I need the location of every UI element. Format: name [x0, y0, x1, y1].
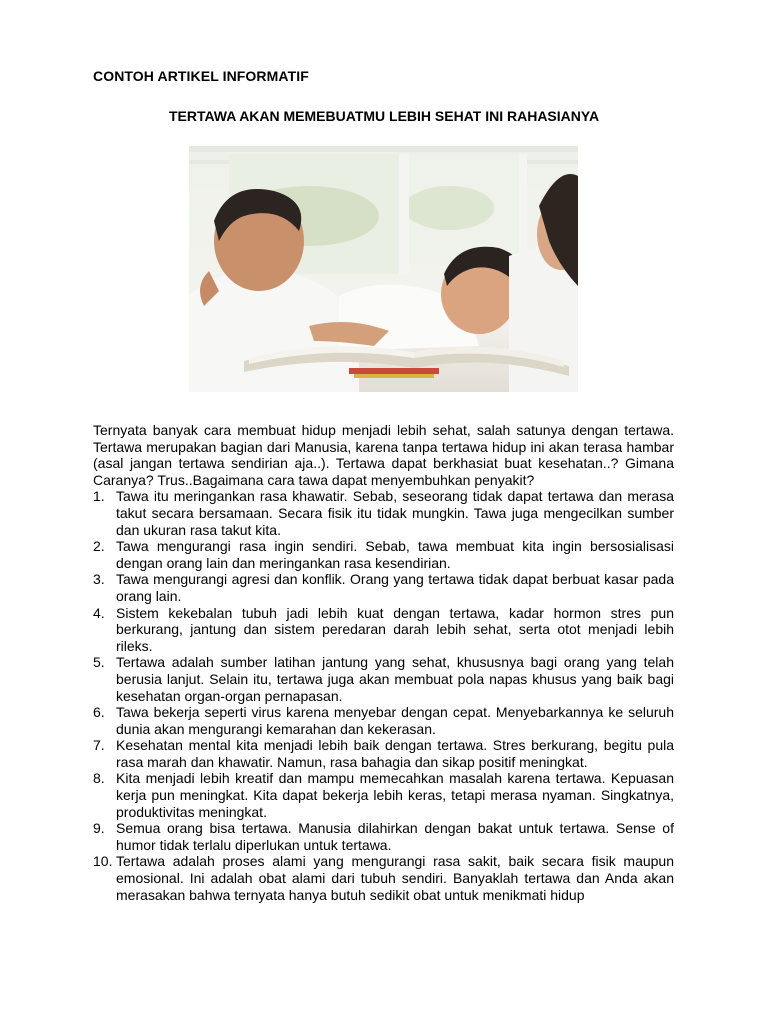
article-body [93, 422, 674, 903]
list-item-number: 1. [93, 488, 105, 505]
benefits-list [93, 488, 674, 903]
list-item [93, 704, 674, 737]
list-item-number: 4. [93, 604, 105, 621]
family-reading-photo [189, 146, 578, 392]
list-item [93, 571, 674, 604]
list-item-text: Semua orang bisa tertawa. Manusia dilahirkan dengan bakat untuk tertawa. Sense of humor tidak terlalu diperlukan untuk tertawa. [116, 820, 674, 853]
document-label: CONTOH ARTIKEL INFORMATIF [93, 68, 309, 84]
list-item-number: 2. [93, 538, 105, 555]
list-item-text: Tawa mengurangi rasa ingin sendiri. Sebab, tawa membuat kita ingin bersosialisasi dengan orang lain dan meringankan rasa kesendirian. [116, 538, 674, 571]
list-item [93, 853, 674, 903]
list-item-text: Kesehatan mental kita menjadi lebih baik dengan tertawa. Stres berkurang, begitu pula rasa marah dan khawatir. Namun, rasa bahagia dan sikap positif meningkat. [116, 737, 674, 770]
list-item-number: 8. [93, 770, 105, 787]
list-item [93, 538, 674, 571]
list-item [93, 737, 674, 770]
list-item [93, 820, 674, 853]
list-item [93, 488, 674, 538]
list-item-number: 10. [93, 853, 113, 870]
list-item [93, 605, 674, 655]
list-item-text: Tawa mengurangi agresi dan konflik. Orang yang tertawa tidak dapat berbuat kasar pada orang lain. [116, 571, 674, 604]
intro-paragraph: Ternyata banyak cara membuat hidup menjadi lebih sehat, salah satunya dengan tertawa. Tertawa merupakan bagian dari Manusia, karena tanpa tertawa hidup ini akan terasa hambar (asal jangan tertawa sendirian aja..). Tertawa dapat berkhasiat buat kesehatan..? Gimana Caranya? Trus..Bagaimana cara tawa dapat menyembuhkan penyakit? [93, 422, 674, 488]
list-item [93, 770, 674, 820]
list-item-text: Kita menjadi lebih kreatif dan mampu memecahkan masalah karena tertawa. Kepuasan kerja pun meningkat. Kita dapat bekerja lebih keras, tetapi merasa nyaman. Singkatnya, produktivitas meningkat. [116, 770, 674, 820]
list-item-text: Tawa bekerja seperti virus karena menyebar dengan cepat. Menyebarkannya ke seluruh dunia akan mengurangi kemarahan dan kekerasan. [116, 704, 674, 737]
list-item [93, 654, 674, 704]
list-item-text: Tertawa adalah sumber latihan jantung yang sehat, khususnya bagi orang yang telah berusia lanjut. Selain itu, tertawa juga akan membuat pola napas khusus yang baik bagi kesehatan organ-organ pernapasan. [116, 654, 674, 704]
list-item-text: Tertawa adalah proses alami yang mengurangi rasa sakit, baik secara fisik maupun emosional. Ini adalah obat alami dari tubuh sendiri. Banyaklah tertawa dan Anda akan merasakan bahwa ternyata hanya butuh sedikit obat untuk menikmati hidup [116, 853, 674, 903]
list-item-number: 3. [93, 571, 105, 588]
list-item-text: Sistem kekebalan tubuh jadi lebih kuat dengan tertawa, kadar hormon stres pun berkurang, jantung dan sistem peredaran darah lebih sehat, serta otot menjadi lebih rileks. [116, 604, 674, 654]
list-item-text: Tawa itu meringankan rasa khawatir. Sebab, seseorang tidak dapat tertawa dan merasa takut secara bersamaan. Secara fisik itu tidak mungkin. Tawa juga mengecilkan sumber dan ukuran rasa takut kita. [116, 488, 674, 538]
list-item-number: 6. [93, 704, 105, 721]
list-item-number: 9. [93, 820, 105, 837]
list-item-number: 7. [93, 737, 105, 754]
list-item-number: 5. [93, 654, 105, 671]
article-title: TERTAWA AKAN MEMEBUATMU LEBIH SEHAT INI RAHASIANYA [168, 108, 600, 124]
